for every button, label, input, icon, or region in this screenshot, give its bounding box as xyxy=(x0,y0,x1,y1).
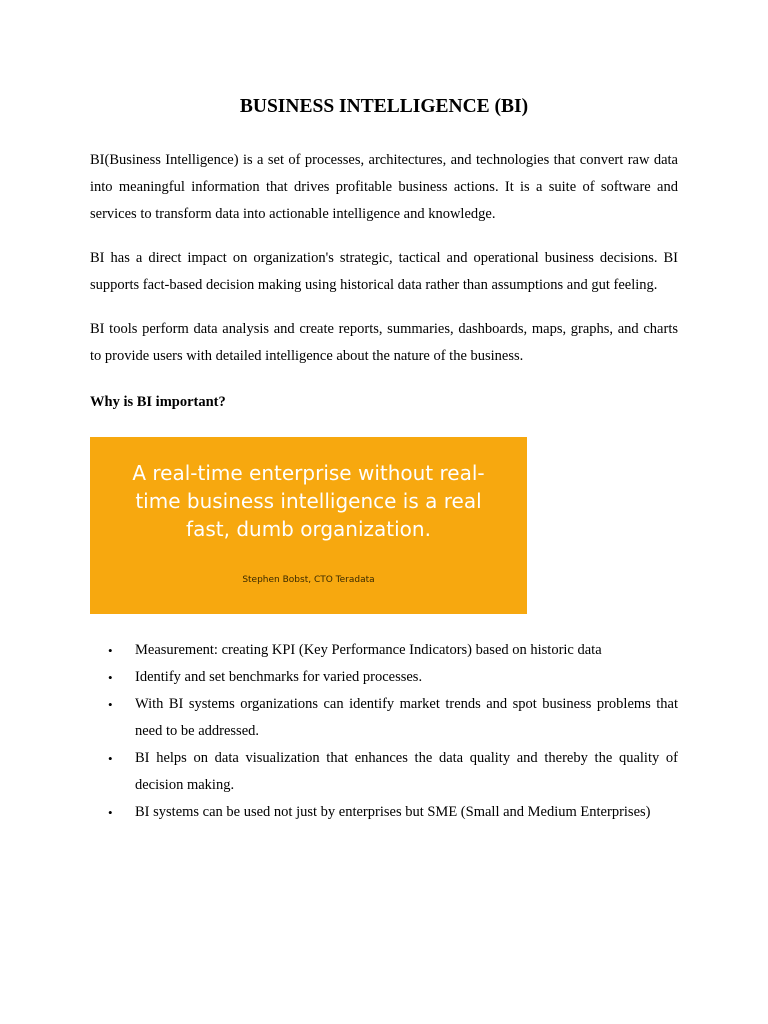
bullet-icon: • xyxy=(108,805,113,820)
intro-paragraph: BI(Business Intelligence) is a set of processes, architectures, and technologies that convert raw data into meaningful information that drives profitable business actions. It is a suite of software and services to transform data into actionable intelligence and knowledge. xyxy=(90,152,678,222)
list-item-text: Measurement: creating KPI (Key Performance Indicators) based on historic data xyxy=(135,642,602,658)
bullet-icon: • xyxy=(108,697,113,712)
list-item xyxy=(108,745,678,799)
importance-list xyxy=(108,637,678,826)
list-item xyxy=(108,799,678,826)
list-item xyxy=(108,691,678,745)
section-heading: Why is BI important? xyxy=(90,394,226,410)
list-item-text: Identify and set benchmarks for varied processes. xyxy=(135,669,423,685)
quote-text: A real-time enterprise without real-time business intelligence is a real fast, dumb organization. xyxy=(132,461,485,541)
bullet-icon: • xyxy=(108,751,113,766)
list-item xyxy=(108,664,678,691)
list-item-text: With BI systems organizations can identify market trends and spot business problems that need to be addressed. xyxy=(135,696,678,739)
impact-paragraph: BI has a direct impact on organization's strategic, tactical and operational business decisions. BI supports fact-based decision making using historical data rather than assumptions and gut feeling. xyxy=(90,250,678,293)
tools-paragraph: BI tools perform data analysis and create reports, summaries, dashboards, maps, graphs, and charts to provide users with detailed intelligence about the nature of the business. xyxy=(90,321,678,364)
page-title: BUSINESS INTELLIGENCE (BI) xyxy=(239,96,529,117)
bullet-icon: • xyxy=(108,670,113,685)
bullet-icon: • xyxy=(108,643,113,658)
list-item-text: BI helps on data visualization that enhances the data quality and thereby the quality of decision making. xyxy=(135,750,678,793)
quote-image xyxy=(90,437,527,614)
list-item xyxy=(108,637,678,664)
quote-author: Stephen Bobst, CTO Teradata xyxy=(242,575,375,585)
list-item-text: BI systems can be used not just by enterprises but SME (Small and Medium Enterprises) xyxy=(135,804,651,820)
